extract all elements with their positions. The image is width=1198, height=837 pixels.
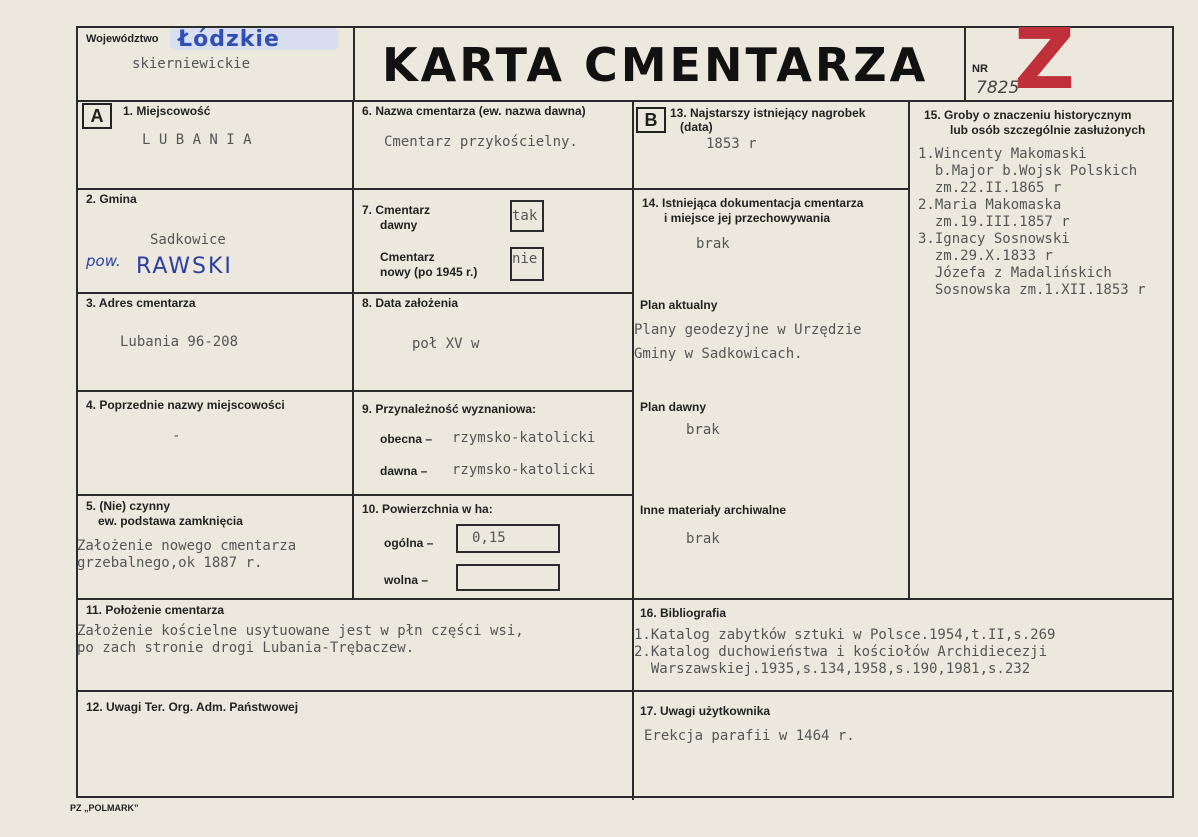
- row-line-3: [76, 390, 634, 392]
- nazwa-cmentarza-value: Cmentarz przykościelny.: [384, 134, 578, 150]
- groby-line: 3.Ignacy Sosnowski: [918, 231, 1070, 247]
- nr-label: NR: [972, 63, 988, 75]
- data-zalozenia-value: poł XV w: [412, 336, 480, 352]
- frame-bottom: [76, 796, 1174, 798]
- groby-line: zm.19.III.1857 r: [918, 214, 1070, 230]
- section-a-badge: A: [82, 103, 112, 129]
- ogolna-value: 0,15: [472, 530, 506, 546]
- miejscowosc-label: 1. Miejscowość: [123, 104, 211, 118]
- col-sep-1: [352, 100, 354, 600]
- row-line-2: [76, 292, 634, 294]
- powiat-value: RAWSKI: [136, 254, 233, 279]
- wojewodztwo-old: skierniewickie: [132, 56, 251, 72]
- groby-label-2: lub osób szczególnie zasłużonych: [950, 123, 1146, 137]
- nazwa-cmentarza-label: 6. Nazwa cmentarza (ew. nazwa dawna): [362, 104, 586, 118]
- dokumentacja-label-1: 14. Istniejąca dokumentacja cmentarza: [642, 196, 864, 210]
- czynny-value-1: Założenie nowego cmentarza: [77, 538, 297, 554]
- powiat-label: pow.: [86, 252, 121, 270]
- bibliografia-line-1: 1.Katalog zabytków sztuki w Polsce.1954,t.II,s.269: [634, 627, 1056, 643]
- czynny-label: 5. (Nie) czynny: [86, 499, 171, 513]
- wolna-field[interactable]: [456, 564, 560, 591]
- cmentarz-dawny-label-2: dawny: [380, 218, 418, 232]
- polozenie-value-2: po zach stronie drogi Lubania-Trębaczew.: [77, 640, 415, 656]
- section-b-badge: B: [636, 107, 666, 133]
- polozenie-label: 11. Położenie cmentarza: [86, 603, 225, 617]
- header-divider: [76, 100, 1174, 102]
- col-sep-2: [632, 100, 634, 800]
- groby-line: Józefa z Madalińskich: [918, 265, 1112, 281]
- obecna-label: obecna –: [380, 432, 433, 446]
- wojewodztwo-stamp: Łódzkie: [178, 27, 280, 52]
- bibliografia-line-2: 2.Katalog duchowieństwa i kościołów Archidiecezji: [634, 644, 1048, 660]
- inne-materialy-value: brak: [686, 531, 720, 547]
- plan-dawny-label: Plan dawny: [640, 400, 707, 414]
- uwagi-uzytkownika-value: Erekcja parafii w 1464 r.: [644, 728, 855, 744]
- groby-list: [918, 146, 1188, 299]
- gmina-label: 2. Gmina: [86, 192, 137, 206]
- wolna-label: wolna –: [384, 573, 429, 587]
- row-line-b1: [634, 188, 910, 190]
- plan-aktualny-value-1: Plany geodezyjne w Urzędzie: [634, 322, 862, 338]
- dokumentacja-label-2: i miejsce jej przechowywania: [664, 211, 831, 225]
- polozenie-value-1: Założenie kościelne usytuowane jest w płn części wsi,: [77, 623, 524, 639]
- uwagi-ter-label: 12. Uwagi Ter. Org. Adm. Państwowej: [86, 700, 299, 714]
- bibliografia-line-3: Warszawskiej.1935,s.134,1958,s.190,1981,s.232: [634, 661, 1031, 677]
- najstarszy-nagrobek-label: 13. Najstarszy istniejący nagrobek: [670, 106, 866, 120]
- obecna-value: rzymsko-katolicki: [452, 430, 596, 446]
- nr-value: 7825: [976, 78, 1020, 98]
- dokumentacja-value: brak: [696, 236, 730, 252]
- footer-printer: PZ „POLMARK”: [70, 803, 139, 813]
- uwagi-uzytkownika-label: 17. Uwagi użytkownika: [640, 704, 771, 718]
- header-sep-1: [353, 26, 355, 102]
- dawna-label: dawna –: [380, 464, 428, 478]
- page-title: KARTA CMENTARZA: [382, 38, 929, 92]
- col-sep-3: [908, 100, 910, 600]
- adres-label: 3. Adres cmentarza: [86, 296, 196, 310]
- dawny-value: tak: [512, 208, 538, 224]
- przynaleznosc-label: 9. Przynależność wyznaniowa:: [362, 402, 537, 416]
- czynny-value-2: grzebalnego,ok 1887 r.: [77, 555, 263, 571]
- poprzednie-nazwy-value: -: [172, 428, 181, 444]
- najstarszy-nagrobek-value: 1853 r: [706, 136, 757, 152]
- frame-right: [1172, 26, 1174, 798]
- inne-materialy-label: Inne materiały archiwalne: [640, 503, 787, 517]
- plan-dawny-value: brak: [686, 422, 720, 438]
- frame-left: [76, 26, 78, 798]
- poprzednie-nazwy-label: 4. Poprzednie nazwy miejscowości: [86, 398, 285, 412]
- nr-mark: Z: [1014, 10, 1075, 108]
- cmentarz-dawny-label-1: 7. Cmentarz: [362, 203, 431, 217]
- podstawa-zamkniecia-label: ew. podstawa zamknięcia: [98, 514, 243, 528]
- groby-label-1: 15. Groby o znaczeniu historycznym: [924, 108, 1132, 122]
- gmina-value: Sadkowice: [150, 232, 226, 248]
- groby-line: Sosnowska zm.1.XII.1853 r: [918, 282, 1146, 298]
- data-zalozenia-label: 8. Data założenia: [362, 296, 459, 310]
- row-line-6: [76, 690, 1174, 692]
- plan-aktualny-value-2: Gminy w Sadkowicach.: [634, 346, 803, 362]
- groby-line: 2.Maria Makomaska: [918, 197, 1062, 213]
- nowy-value: nie: [512, 251, 538, 267]
- groby-line: 1.Wincenty Makomaski: [918, 146, 1087, 162]
- ogolna-label: ogólna –: [384, 536, 434, 550]
- bibliografia-label: 16. Bibliografia: [640, 606, 727, 620]
- plan-aktualny-label: Plan aktualny: [640, 298, 718, 312]
- najstarszy-nagrobek-data-label: (data): [680, 120, 713, 134]
- row-line-4: [76, 494, 634, 496]
- cmentarz-nowy-label-2: nowy (po 1945 r.): [380, 265, 478, 279]
- miejscowosc-value: L U B A N I A: [142, 132, 252, 148]
- groby-line: zm.22.II.1865 r: [918, 180, 1062, 196]
- row-line-1: [76, 188, 634, 190]
- dawna-value: rzymsko-katolicki: [452, 462, 596, 478]
- groby-line: b.Major b.Wojsk Polskich: [918, 163, 1138, 179]
- wojewodztwo-label: Województwo: [86, 33, 159, 45]
- row-line-5: [76, 598, 1174, 600]
- header-sep-2: [964, 26, 966, 102]
- cmentarz-nowy-label-1: Cmentarz: [380, 250, 435, 264]
- adres-value: Lubania 96-208: [120, 334, 239, 350]
- powierzchnia-label: 10. Powierzchnia w ha:: [362, 502, 493, 516]
- groby-line: zm.29.X.1833 r: [918, 248, 1053, 264]
